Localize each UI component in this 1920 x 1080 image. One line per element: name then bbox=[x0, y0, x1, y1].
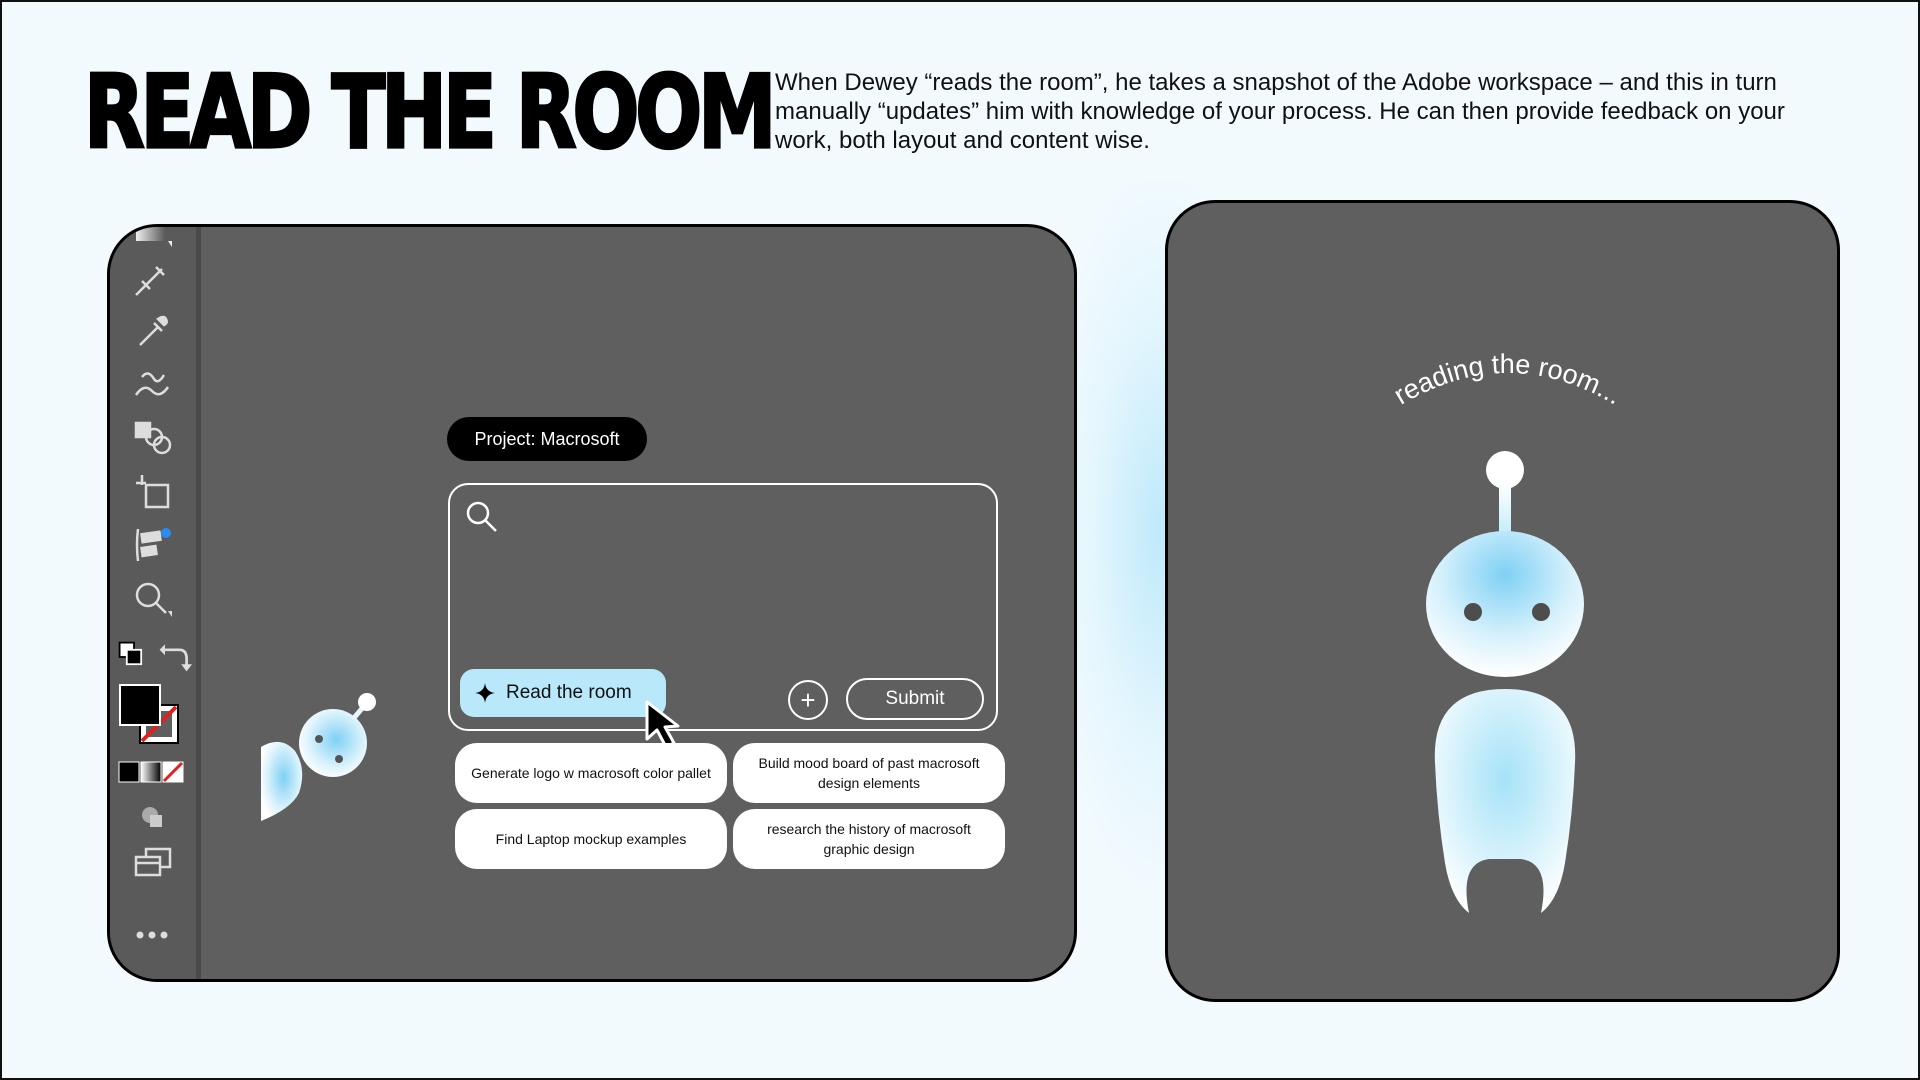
canvas-area bbox=[201, 227, 1074, 979]
artboard-icon[interactable] bbox=[130, 471, 174, 511]
mini-dewey-robot bbox=[261, 657, 381, 837]
reading-panel bbox=[1165, 200, 1840, 1002]
suggestion-chip[interactable]: Generate logo w macrosoft color pallet bbox=[455, 743, 727, 803]
align-icon[interactable] bbox=[130, 525, 174, 565]
tool-bar bbox=[110, 227, 201, 979]
search-icon bbox=[464, 499, 500, 535]
color-mode-icon[interactable] bbox=[118, 761, 184, 783]
page-title: READ THE ROOM bbox=[84, 53, 773, 172]
reset-colors-icon[interactable] bbox=[156, 637, 192, 677]
workspace-panel bbox=[107, 224, 1077, 982]
reading-status bbox=[1348, 328, 1668, 438]
blend-icon[interactable] bbox=[130, 365, 174, 405]
eyedropper-icon[interactable] bbox=[130, 311, 174, 351]
read-the-room-label: Read the room bbox=[506, 682, 632, 703]
reading-status-text: reading the room... bbox=[1388, 348, 1628, 411]
add-button[interactable]: + bbox=[788, 680, 828, 720]
swap-colors-icon[interactable] bbox=[116, 637, 152, 677]
suggestion-chip[interactable]: Find Laptop mockup examples bbox=[455, 809, 727, 869]
dewey-robot bbox=[1413, 443, 1593, 923]
svg-text:reading the room... bbox=[1389, 349, 1628, 410]
prompt-box[interactable] bbox=[448, 483, 998, 731]
zoom-icon[interactable] bbox=[130, 579, 174, 619]
suggestion-chip[interactable]: Build mood board of past macrosoft design elements bbox=[733, 743, 1005, 803]
page-description: When Dewey “reads the room”, he takes a snapshot of the Adobe workspace – and this in turn manually “updates” him with knowledge of your process. He can then provide feedback on your work, both layout and content wise. bbox=[775, 69, 1785, 154]
screen-mode-icon[interactable] bbox=[130, 843, 174, 883]
submit-button[interactable]: Submit bbox=[846, 678, 984, 720]
more-icon[interactable] bbox=[130, 915, 174, 955]
sparkle-icon bbox=[474, 682, 496, 704]
draw-mode-icon[interactable] bbox=[130, 797, 174, 837]
suggestion-chip[interactable]: research the history of macrosoft graphic design bbox=[733, 809, 1005, 869]
read-the-room-button[interactable] bbox=[460, 669, 666, 717]
fill-stroke-icon[interactable] bbox=[118, 683, 182, 747]
pen-tool-icon[interactable] bbox=[130, 259, 174, 299]
shape-builder-icon[interactable] bbox=[130, 417, 174, 457]
project-label[interactable]: Project: Macrosoft bbox=[447, 417, 647, 461]
